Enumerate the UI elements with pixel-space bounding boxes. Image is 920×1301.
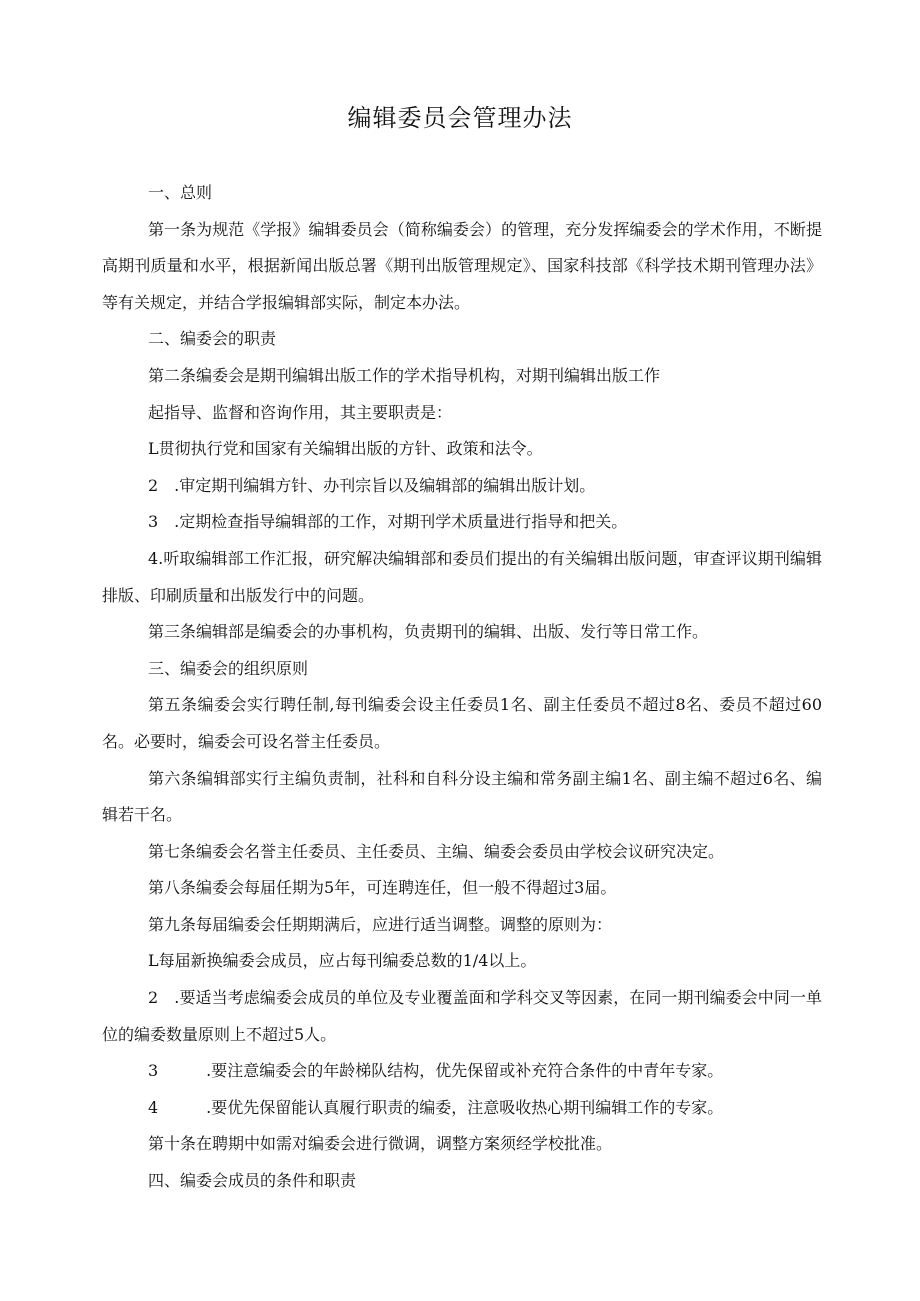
article-2-continuation: 起指导、监督和咨询作用，其主要职责是： <box>148 402 453 422</box>
article-9-paragraph: 第九条每届编委会任期期满后，应进行适当调整。调整的原则为： <box>148 914 613 934</box>
article-3-paragraph: 第三条编辑部是编委会的办事机构，负责期刊的编辑、出版、发行等日常工作。 <box>148 622 709 642</box>
document-body <box>102 175 822 1200</box>
article-6-paragraph: 第六条编辑部实行主编负责制，社科和自科分设主编和常务副主编1名、副主编不超过6名、编辑若干名。 <box>102 768 822 825</box>
section-heading-general: 一、总则 <box>148 183 213 202</box>
duty-item-3: 3 .定期检查指导编辑部的工作，对期刊学术质量进行指导和把关。 <box>148 512 628 532</box>
adjust-item-2: 2 .要适当考虑编委会成员的单位及专业覆盖面和学科交叉等因素，在同一期刊编委会中同一单位的编委数量原则上不超过5人。 <box>102 988 822 1044</box>
duty-item-1: L贯彻执行党和国家有关编辑出版的方针、政策和法令。 <box>148 439 543 459</box>
adjust-item-1: L每届新换编委会成员，应占每刊编委总数的1/4以上。 <box>148 951 537 971</box>
section-heading-duties: 二、编委会的职责 <box>148 329 277 349</box>
article-5-paragraph: 第五条编委会实行聘任制,每刊编委会设主任委员1名、副主任委员不超过8名、委员不超过60名。必要时，编委会可设名誉主任委员。 <box>102 695 822 751</box>
article-10-paragraph: 第十条在聘期中如需对编委会进行微调，调整方案须经学校批准。 <box>148 1134 613 1154</box>
article-1-paragraph: 第一条为规范《学报》编辑委员会（简称编委会）的管理，充分发挥编委会的学术作用，不断提高期刊质量和水平，根据新闻出版总署《期刊出版管理规定》、国家科技部《科学技术期刊管理办法》等有关规定，并结合学报编辑部实际，制定本办法。 <box>102 219 822 312</box>
article-7-paragraph: 第七条编委会名誉主任委员、主任委员、主编、编委会委员由学校会议研究决定。 <box>148 841 725 861</box>
adjust-item-4: 4 .要优先保留能认真履行职责的编委，注意吸收热心期刊编辑工作的专家。 <box>148 1097 724 1117</box>
duty-item-2: 2 .审定期刊编辑方针、办刊宗旨以及编辑部的编辑出版计划。 <box>148 475 596 495</box>
document-title: 编辑委员会管理办法 <box>347 104 573 132</box>
article-2-paragraph: 第二条编委会是期刊编辑出版工作的学术指导机构，对期刊编辑出版工作 <box>148 365 661 385</box>
article-8-paragraph: 第八条编委会每届任期为5年，可连聘连任，但一般不得超过3届。 <box>148 878 617 898</box>
section-heading-organization: 三、编委会的组织原则 <box>148 658 309 678</box>
adjust-item-3: 3 .要注意编委会的年龄梯队结构，优先保留或补充符合条件的中青年专家。 <box>148 1061 724 1081</box>
duty-item-4: 4.听取编辑部工作汇报，研究解决编辑部和委员们提出的有关编辑出版问题，审查评议期刊编辑排版、印刷质量和出版发行中的问题。 <box>102 548 822 605</box>
section-heading-members: 四、编委会成员的条件和职责 <box>148 1171 357 1191</box>
